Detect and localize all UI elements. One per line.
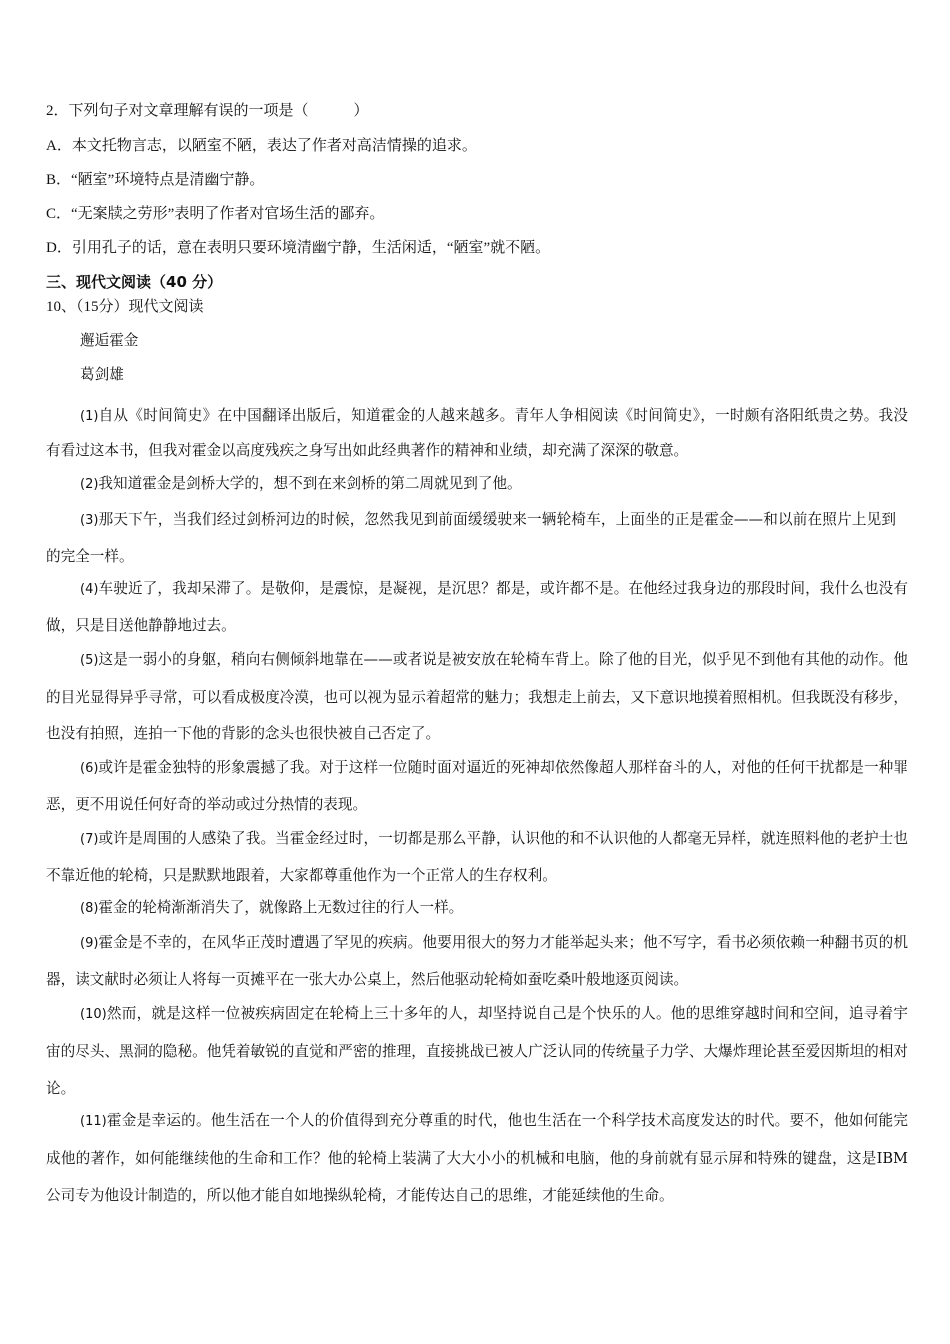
article-paragraph xyxy=(46,891,908,926)
paragraph-number: (5) xyxy=(80,653,99,668)
article-paragraph xyxy=(46,1102,908,1214)
paragraph-text: 我知道霍金是剑桥大学的，想不到在来剑桥的第二周就见到了他。 xyxy=(98,475,522,492)
question-2-stem: 2．下列句子对文章理解有误的一项是（ ） xyxy=(46,103,369,119)
paragraph-text: 霍金的轮椅渐渐消失了，就像路上无数过往的行人一样。 xyxy=(98,899,464,916)
paragraph-text: 霍金是不幸的，在风华正茂时遭遇了罕见的疾病。他要用很大的努力才能举起头来；他不写字，看书必须依赖一种翻书页的机器，读文献时必须让人将每一页摊平在一张大办公桌上，然后他驱动轮椅如蚕吃桑叶般地逐页阅读。 xyxy=(46,934,908,988)
paragraph-text: 或许是霍金独特的形象震撼了我。对于这样一位随时面对逼近的死神却依然像超人那样奋斗的人，对他的任何干扰都是一种罪恶，更不用说任何好奇的举动或过分热情的表现。 xyxy=(46,759,908,813)
article-paragraph xyxy=(46,467,908,502)
paragraph-text: 自从《时间简史》在中国翻译出版后，知道霍金的人越来越多。青年人争相阅读《时间简史》，一时颇有洛阳纸贵之势。我没有看过这本书，但我对霍金以高度残疾之身写出如此经典著作的精神和业绩，却充满了深深的敬意。 xyxy=(46,407,908,459)
article-paragraph xyxy=(46,925,908,998)
article-paragraph xyxy=(46,995,908,1107)
paragraph-number: (7) xyxy=(80,832,99,847)
paragraph-text: 这是一弱小的身躯，稍向右侧倾斜地靠在——或者说是被安放在轮椅车背上。除了他的目光，似乎见不到他有其他的动作。他的目光显得异乎寻常，可以看成极度冷漠，也可以视为显示着超常的魅力；我想走上前去，又下意识地摸着照相机。但我既没有移步，也没有拍照，连拍一下他的背影的念头也很快被自己否定了。 xyxy=(46,651,908,742)
article-paragraph xyxy=(46,821,908,894)
paragraph-number: (2) xyxy=(80,477,99,492)
paragraph-text: 然而，就是这样一位被疾病固定在轮椅上三十多年的人，却坚持说自己是个快乐的人。他的思维穿越时间和空间，追寻着宇宙的尽头、黑洞的隐秘。他凭着敏锐的直觉和严密的推理，直接挑战已被人广泛认同的传统量子力学、大爆炸理论甚至爱因斯坦的相对论。 xyxy=(46,1005,908,1097)
paragraph-number: (6) xyxy=(80,761,99,776)
paragraph-number: (11) xyxy=(80,1114,107,1129)
article-paragraph xyxy=(46,571,908,644)
option-d: D．引用孔子的话，意在表明只要环境清幽宁静，生活闲适，“陋室”就不陋。 xyxy=(46,240,551,256)
paragraph-number: (1) xyxy=(80,409,99,424)
paragraph-number: (10) xyxy=(80,1007,107,1022)
section-heading: 三、现代文阅读（40 分） xyxy=(46,273,223,291)
paragraph-text: 那天下午，当我们经过剑桥河边的时候，忽然我见到前面缓缓驶来一辆轮椅车，上面坐的正是霍金——和以前在照片上见到的完全一样。 xyxy=(46,511,896,565)
article-paragraph xyxy=(46,642,908,753)
paragraph-text: 或许是周围的人感染了我。当霍金经过时，一切都是那么平静，认识他的和不认识他的人都毫无异样，就连照料他的老护士也不靠近他的轮椅，只是默默地跟着，大家都尊重他作为一个正常人的生存权利。 xyxy=(46,830,908,884)
paragraph-text: 霍金是幸运的。他生活在一个人的价值得到充分尊重的时代，他也生活在一个科学技术高度发达的时代。要不，他如何能完成他的著作，如何能继续他的生命和工作？他的轮椅上装满了大大小小的机械和电脑，他的身前就有显示屏和特殊的键盘，这是IBM公司专为他设计制造的，所以他才能自如地操纵轮椅，才能传达自己的思维，才能延续他的生命。 xyxy=(46,1112,908,1204)
paragraph-text: 车驶近了，我却呆滞了。是敬仰，是震惊，是凝视，是沉思？都是，或许都不是。在他经过我身边的那段时间，我什么也没有做，只是目送他静静地过去。 xyxy=(46,580,908,634)
article-paragraph xyxy=(46,502,896,575)
paragraph-number: (9) xyxy=(80,936,99,951)
paragraph-number: (4) xyxy=(80,582,99,597)
article-title: 邂逅霍金 xyxy=(80,332,139,349)
article-paragraph xyxy=(46,750,908,823)
option-a: A．本文托物言志，以陋室不陋，表达了作者对高洁情操的追求。 xyxy=(46,138,477,154)
article-paragraph xyxy=(46,399,908,468)
option-c: C．“无案牍之劳形”表明了作者对官场生活的鄙弃。 xyxy=(46,206,385,222)
option-b: B．“陋室”环境特点是清幽宁静。 xyxy=(46,172,265,188)
paragraph-number: (8) xyxy=(80,901,99,916)
paragraph-number: (3) xyxy=(80,513,99,528)
article-author: 葛剑雄 xyxy=(80,366,124,383)
question-10-label: 10、（15分）现代文阅读 xyxy=(46,299,204,315)
